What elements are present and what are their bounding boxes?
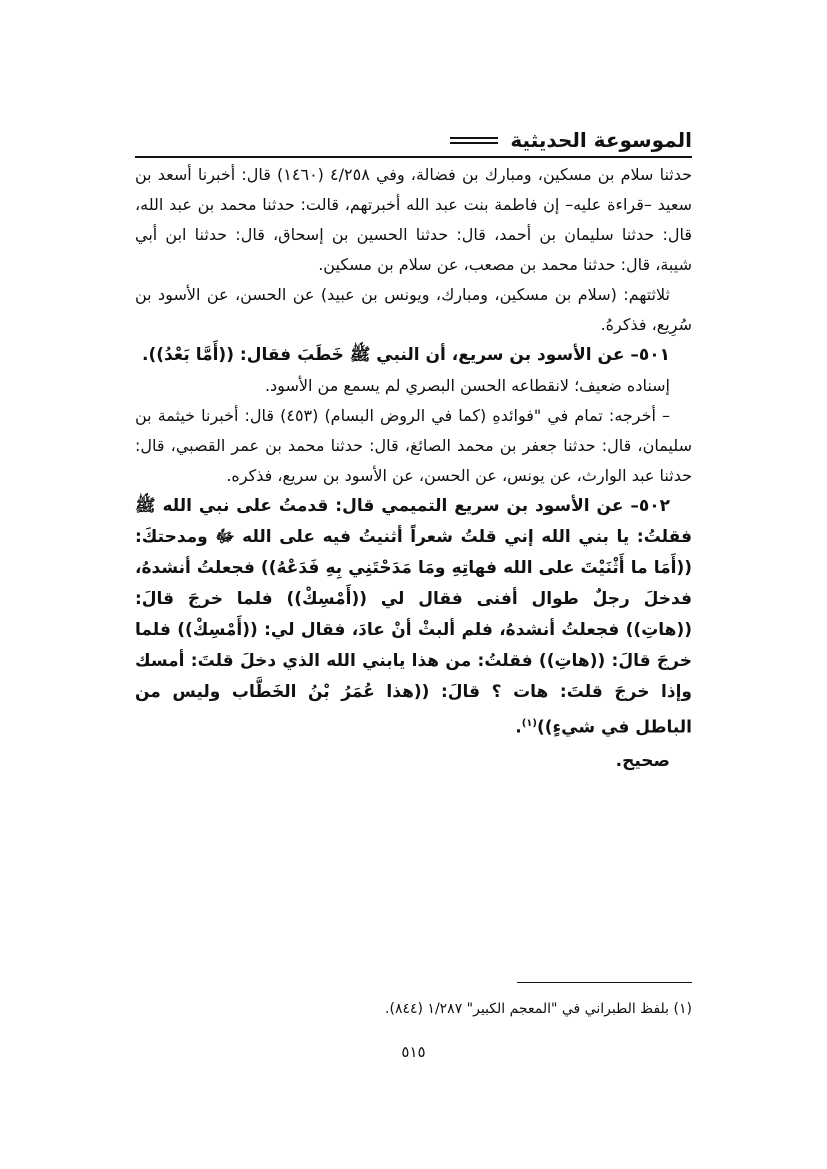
hadith-501: ٥٠١– عن الأسود بن سريع، أن النبي ﷺ خَطَبَ فقال: ((أَمَّا بَعْدُ)).	[141, 345, 670, 365]
page-body	[135, 160, 692, 777]
paragraph-three-narrators: ثلاثتهم: (سلام بن مسكين، ومبارك، ويونس بن عبيد) عن الحسن، عن الأسود بن سُرِيع، فذكرهُ.	[135, 285, 692, 334]
paragraph-chain-continuation: حدثنا سلام بن مسكين، ومبارك بن فضالة، وفي ٤/٢٥٨ (١٤٦٠) قال: أخبرنا أسعد بن سعيد –قراءة عليه– إن فاطمة بنت عبد الله أخبرتهم، قالت: حدثنا محمد بن عبد الله، قال: حدثنا سليمان بن أحمد، قال: حدثنا الحسين بن إسحاق، قال: حدثنا ابن أبي شيبة، قال: حدثنا محمد بن مصعب، عن سلام بن مسكين.	[135, 165, 693, 274]
page-number: ٥١٥	[401, 1043, 426, 1061]
footnote-reference[interactable]: (١)	[521, 718, 537, 729]
grading-502: صحيح.	[615, 750, 670, 771]
header-title: الموسوعة الحديثية	[510, 128, 692, 152]
header-underline	[135, 156, 692, 158]
footnote: (١) بلفظ الطبراني في "المعجم الكبير" ١/٢٨٧ (٨٤٤).	[385, 1001, 692, 1017]
running-header	[135, 122, 692, 158]
hadith-502: ٥٠٢– عن الأسود بن سريع التميمي قال: قدمتُ على نبي الله ﷺ فقلتُ: يا بني الله إني قلتُ شعراً أثنيتُ فيه على الله ﷻ ومدحتكَ: ((أَمَا ما أَثْنَيْتَ على الله فهاتِهِ ومَا مَدَحْتَنِي بِهِ فَدَعْهُ)) فجعلتُ أنشدهُ، فدخلَ رجلٌ طوال أفنى فقال لي ((أَمْسِكْ)) فلما خرجَ قالَ: ((هاتِ)) فجعلتُ أنشدهُ، فلم ألبثْ أنْ عادَ، فقال لي: ((أَمْسِكْ)) فلما خرجَ قالَ: ((هاتِ)) فقلتُ: من هذا يابني الله الذي دخلَ قلتَ: أمسك وإذا خرجَ قلتَ: هات ؟ قالَ: ((هذا عُمَرُ بْنُ الخَطَّاب وليس من الباطل في شيءٍ))$^{(١)}$.	[135, 496, 692, 738]
footnote-separator	[517, 982, 692, 983]
takhrij-501: – أخرجه: تمام في "فوائدهِ (كما في الروض البسام) (٤٥٣) قال: أخبرنا خيثمة بن سليمان، قال: حدثنا جعفر بن محمد الصائغ، قال: حدثنا محمد بن عمر القصبي، قال: حدثنا عبد الوارث، عن يونس، عن الحسن، عن الأسود بن سريع، فذكره.	[135, 406, 692, 485]
hadith-502-text: ٥٠٢– عن الأسود بن سريع التميمي قال: قدمتُ على نبي الله ﷺ فقلتُ: يا بني الله إني قلتُ شعراً أثنيتُ فيه على الله ﷻ ومدحتكَ: ((أَمَا ما أَثْنَيْتَ على الله فهاتِهِ ومَا مَدَحْتَنِي بِهِ فَدَعْهُ)) فجعلتُ أنشدهُ، فدخلَ رجلٌ طوال أفنى فقال لي ((أَمْسِكْ)) فلما خرجَ قالَ: ((هاتِ)) فجعلتُ أنشدهُ، فلم ألبثْ أنْ عادَ، فقال لي: ((أَمْسِكْ)) فلما خرجَ قالَ: ((هاتِ)) فقلتُ: من هذا يابني الله الذي دخلَ قلتَ: أمسك وإذا خرجَ قلتَ: هات ؟ قالَ: ((هذا عُمَرُ بْنُ الخَطَّاب وليس من الباطل في شيءٍ))	[135, 496, 692, 738]
header-decorative-rule	[450, 137, 498, 144]
grading-501: إسناده ضعيف؛ لانقطاعه الحسن البصري لم يسمع من الأسود.	[264, 376, 670, 395]
